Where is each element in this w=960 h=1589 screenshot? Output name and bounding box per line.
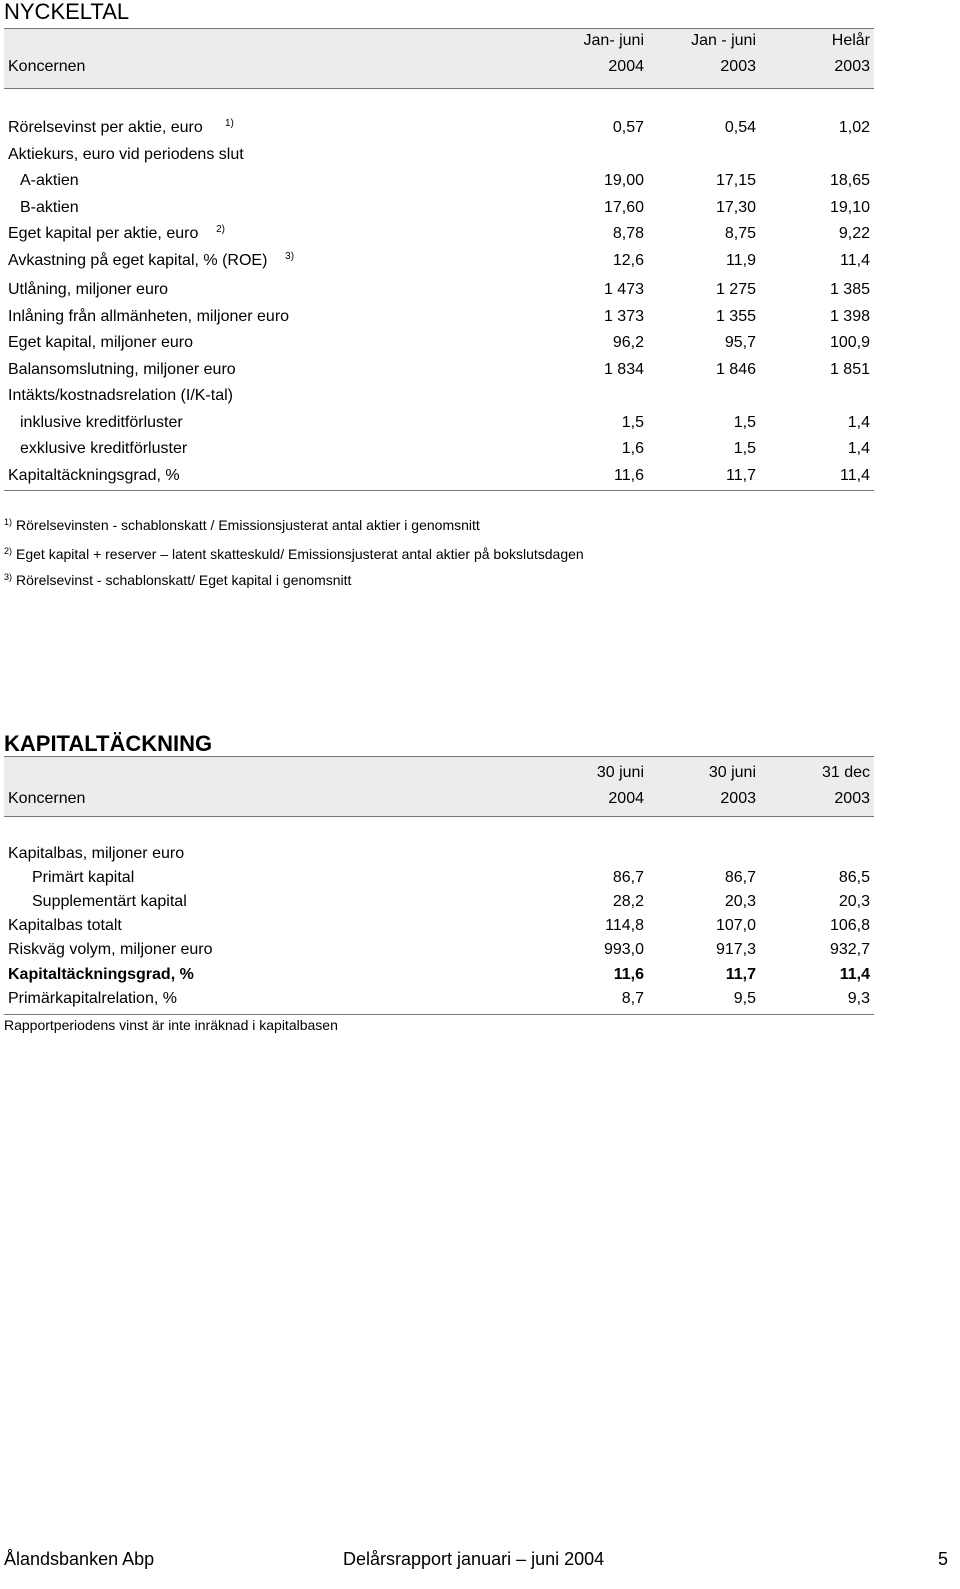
value-cell: 993,0 [603,941,644,958]
value-cell: 1 355 [715,308,756,325]
footnote-mark: 3) [285,251,295,262]
value-cell: 114,8 [605,917,644,934]
header-label: Koncernen [8,58,86,75]
header-cell: 30 juni [596,764,644,781]
table-row [4,358,874,382]
table-header [4,28,874,89]
value-cell: 17,60 [603,199,644,216]
row-label: Kapitaltäckningsgrad, % [8,966,194,983]
value-cell: 1 851 [829,361,870,378]
header-cell: 31 dec [821,764,870,781]
value-cell: 96,2 [612,334,644,351]
value-cell: 1 398 [829,308,870,325]
row-label: Eget kapital, miljoner euro [8,334,193,351]
value-cell: 106,8 [829,917,870,934]
row-label: Riskväg volym, miljoner euro [8,941,213,958]
header-cell: 2004 [608,790,644,807]
value-cell: 11,7 [725,966,756,983]
value-cell: 1 834 [603,361,644,378]
table-row [4,987,874,1011]
header-cell: Helår [831,32,870,49]
value-cell: 19,00 [603,172,644,189]
footer-company: Ålandsbanken Abp [4,1549,155,1569]
table-row [4,890,874,914]
footnote-mark: 2) [216,224,226,235]
table-row [4,249,874,273]
nyckeltal-table [4,28,874,89]
table-bottom-rule [4,490,874,491]
value-cell: 8,78 [612,225,644,242]
value-cell: 11,4 [840,252,870,269]
row-label: Kapitaltäckningsgrad, % [8,467,180,484]
header-row-period [8,31,874,51]
header-cell: Jan - juni [691,32,756,49]
page-footer [0,1545,960,1573]
value-cell: 1,5 [733,414,756,431]
header-cell: 30 juni [708,764,756,781]
value-cell: 8,75 [724,225,756,242]
value-cell: 1 385 [829,281,870,298]
row-label: B-aktien [20,199,79,216]
row-label: Rörelsevinst per aktie, euro $^{1)}$ [8,118,234,136]
value-cell: 86,7 [724,869,756,886]
row-label: A-aktien [20,172,79,189]
header-row-year [8,57,874,77]
value-cell: 19,10 [829,199,870,216]
row-label: Utlåning, miljoner euro [8,281,169,298]
value-cell: 1,4 [847,440,870,457]
value-cell: 8,7 [621,990,644,1007]
value-cell: 0,54 [724,119,756,136]
value-cell: 1 275 [715,281,756,298]
value-cell: 11,4 [839,966,870,983]
value-cell: 20,3 [724,893,756,910]
value-cell: 11,9 [726,252,756,269]
row-label: Supplementärt kapital [32,893,187,910]
table-row [4,305,874,329]
table-row [4,116,874,140]
header-cell: Jan- juni [583,32,644,49]
footnote: $^{3)}$ Rörelsevinst - schablonskatt/ Eget kapital i genomsnitt [4,572,352,588]
kapitaltackning-table [4,756,874,817]
header-cell: 2003 [834,58,870,75]
row-label: Primärt kapital [32,869,135,886]
kapitaltackning-body [4,842,874,1022]
value-cell: 0,57 [612,119,644,136]
table-bottom-rule [4,1014,874,1015]
row-label: Primärkapitalrelation, % [8,990,177,1007]
value-cell: 1 846 [715,361,756,378]
row-label: Kapitalbas totalt [8,917,122,934]
value-cell: 17,30 [715,199,756,216]
row-label: exklusive kreditförluster [20,440,188,457]
row-label: Eget kapital per aktie, euro $^{2)}$ [8,224,226,242]
value-cell: 12,6 [612,252,644,269]
value-cell: 1,6 [621,440,644,457]
value-cell: 1,5 [733,440,756,457]
row-label: Inlåning från allmänheten, miljoner euro [8,308,290,325]
header-label: Koncernen [8,790,86,807]
section-title-kapitaltackning: KAPITALTÄCKNING [4,731,213,756]
table-row [4,464,874,488]
value-cell: 932,7 [829,941,870,958]
table-row [4,331,874,355]
header-cell: 2003 [720,790,756,807]
nyckeltal-body [4,116,874,496]
footnote: $^{1)}$ Rörelsevinsten - schablonskatt / Emissionsjusterat antal aktier i genomsnitt [4,517,480,533]
value-cell: 86,7 [612,869,644,886]
value-cell: 917,3 [715,941,756,958]
row-label: inklusive kreditförluster [20,414,183,431]
value-cell: 95,7 [724,334,756,351]
value-cell: 17,15 [715,172,756,189]
row-label: Kapitalbas, miljoner euro [8,845,185,862]
value-cell: 11,7 [726,467,756,484]
table-row [4,842,874,866]
value-cell: 1 373 [603,308,644,325]
table-row [4,411,874,435]
row-label: Balansomslutning, miljoner euro [8,361,236,378]
value-cell: 9,22 [838,225,870,242]
value-cell: 9,3 [847,990,870,1007]
header-cell: 2003 [720,58,756,75]
value-cell: 11,4 [840,467,870,484]
header-cell: 2004 [608,58,644,75]
table-row [4,196,874,220]
value-cell: 1,5 [621,414,644,431]
value-cell: 28,2 [612,893,644,910]
value-cell: 1 473 [603,281,644,298]
value-cell: 11,6 [614,467,644,484]
page-number: 5 [937,1549,948,1569]
table-row [4,914,874,938]
table-row [4,222,874,246]
value-cell: 1,02 [838,119,870,136]
value-cell: 20,3 [838,893,870,910]
value-cell: 9,5 [733,990,756,1007]
header-row-date [8,763,874,783]
row-label: Aktiekurs, euro vid periodens slut [8,146,244,163]
value-cell: 86,5 [838,869,870,886]
footnote-mark: 1) [225,118,234,129]
value-cell: 11,6 [613,966,644,983]
value-cell: 100,9 [829,334,870,351]
value-cell: 107,0 [715,917,756,934]
row-label: Intäkts/kostnadsrelation (I/K-tal) [8,387,233,404]
section-title-nyckeltal: NYCKELTAL [4,0,130,24]
header-cell: 2003 [834,790,870,807]
table-row [4,169,874,193]
footer-report-title: Delårsrapport januari – juni 2004 [343,1549,605,1569]
table-row [4,437,874,461]
value-cell: 18,65 [829,172,870,189]
table-row [4,143,874,167]
table-header [4,756,874,817]
footnote: $^{2)}$ Eget kapital + reserver – latent skatteskuld/ Emissionsjusterat antal aktier på bokslutsdagen [4,546,584,562]
table-row [4,866,874,890]
header-row-year [8,789,874,809]
value-cell: 1,4 [847,414,870,431]
table-row [4,938,874,962]
table-row-highlight [4,963,874,987]
row-label: Avkastning på eget kapital, % (ROE) $^{3)}$ [8,251,295,269]
table-row [4,384,874,408]
capital-note: Rapportperiodens vinst är inte inräknad i kapitalbasen [4,1017,338,1033]
table-row [4,278,874,302]
